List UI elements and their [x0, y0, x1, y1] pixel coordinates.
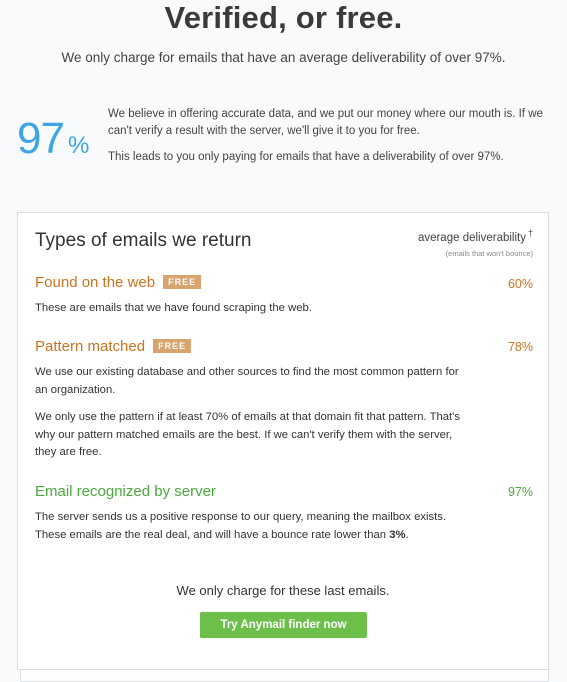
bounce-rate-value: 3%: [389, 528, 406, 541]
page-title: Verified, or free.: [164, 0, 403, 35]
column-header: [418, 228, 533, 244]
type-name: Email recognized by server: [35, 483, 216, 500]
type-pattern-matched: [35, 338, 191, 355]
column-subheader: (emails that won't bounce): [445, 249, 533, 258]
stat-unit: %: [67, 132, 90, 159]
type-description: We use our existing database and other sources to find the most common pattern for an organization.: [35, 366, 459, 396]
type-recognized-by-server: [35, 483, 216, 500]
footnote-mark: †: [527, 228, 533, 238]
charge-note: We only charge for these last emails.: [176, 583, 390, 598]
card-title: Types of emails we return: [35, 230, 252, 251]
free-badge: FREE: [163, 275, 201, 289]
stat-number: 97: [17, 114, 64, 163]
type-name: Found on the web: [35, 274, 156, 291]
try-anymail-button[interactable]: Try Anymail finder now: [200, 612, 367, 638]
type-name: Pattern matched: [35, 338, 146, 355]
page-subtitle: We only charge for emails that have an average deliverability of over 97%.: [61, 50, 506, 65]
type-found-on-web: [35, 274, 201, 291]
intro-paragraph: This leads to you only paying for emails that have a deliverability of over 97%.: [108, 151, 504, 163]
type-description: [35, 509, 465, 544]
intro-text: [108, 106, 556, 175]
deliverability-value: 60%: [507, 277, 533, 291]
type-description-detail: We only use the pattern if at least 70% of emails at that domain fit that pattern. That's why our pattern matched emails are the best. If we can't verify them with the server, they are free.: [35, 411, 460, 458]
column-header-label: average deliverability: [417, 231, 526, 244]
free-badge: FREE: [153, 339, 191, 353]
deliverability-value: 78%: [507, 340, 533, 354]
intro-paragraph: We believe in offering accurate data, and we put our money where our mouth is. If we can't verify a result with the server, we'll give it to you for free.: [108, 108, 543, 137]
deliverability-stat: [17, 114, 89, 164]
description-end: .: [405, 528, 409, 541]
description-text: The server sends us a positive response to our query, meaning the mailbox exists. These emails are the real deal, and will have a bounce rate lower than: [35, 511, 447, 541]
deliverability-value: 97%: [507, 485, 533, 499]
type-description: These are emails that we have found scraping the web.: [35, 302, 312, 314]
